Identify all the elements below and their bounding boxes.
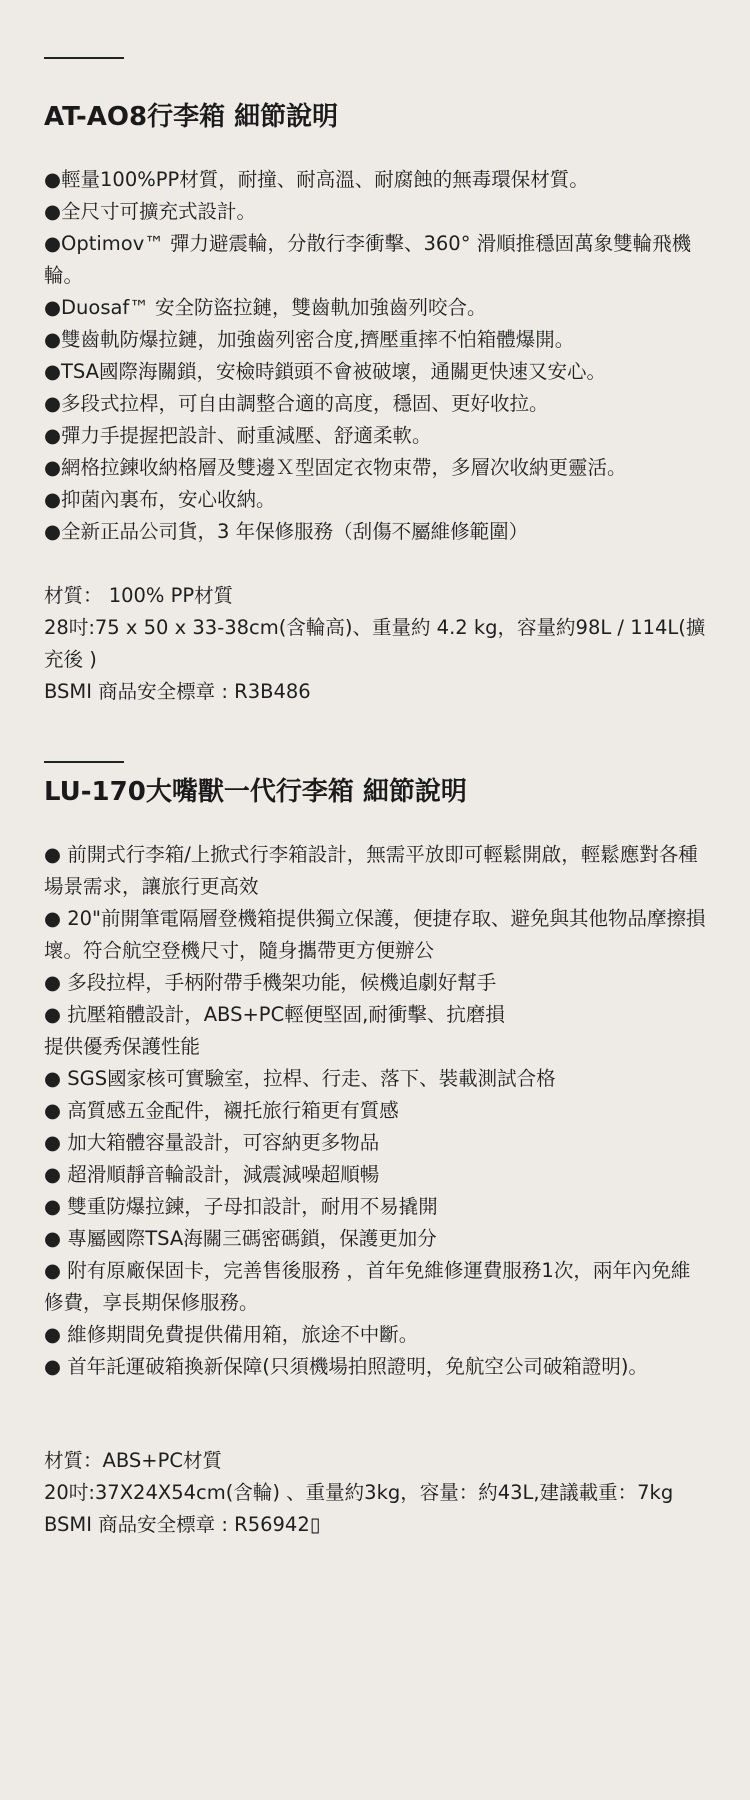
feature-item: ●雙齒軌防爆拉鏈，加強齒列密合度,擠壓重摔不怕箱體爆開。 [44, 328, 575, 351]
section-title: LU-170大嘴獸一代行李箱 細節說明 [44, 777, 467, 807]
feature-item: ●抑菌內裏布，安心收納。 [44, 488, 276, 511]
product-details-page [0, 57, 750, 1800]
section-divider [44, 761, 124, 763]
feature-item: ● 附有原廠保固卡，完善售後服務 ，首年免維修運費服務1次，兩年內免維修費，享長期保修服務。 [44, 1259, 691, 1314]
feature-item: ● 多段拉桿，手柄附帶手機架功能，候機追劇好幫手 [44, 971, 497, 994]
feature-item: ●網格拉鍊收納格層及雙邊Ｘ型固定衣物束帶，多層次收納更靈活。 [44, 456, 627, 479]
feature-list [44, 164, 706, 548]
feature-list [44, 839, 706, 1383]
feature-item: ● 首年託運破箱換新保障(只須機場拍照證明，免航空公司破箱證明)。 [44, 1355, 648, 1378]
feature-item: ● 高質感五金配件，襯托旅行箱更有質感 [44, 1099, 399, 1122]
spec-block [44, 1445, 706, 1541]
section-title: AT-AO8行李箱 細節說明 [44, 102, 339, 132]
spec-bsmi: BSMI 商品安全標章 : R3B486 [44, 680, 311, 703]
spec-bsmi: BSMI 商品安全標章 : R56942▯ [44, 1513, 321, 1536]
feature-item: ●多段式拉桿，可自由調整合適的高度，穩固、更好收拉。 [44, 392, 549, 415]
feature-item: ●彈力手提握把設計、耐重減壓、舒適柔軟。 [44, 424, 432, 447]
feature-item: ●全新正品公司貨，3 年保修服務（刮傷不屬維修範圍） [44, 520, 529, 543]
feature-item: ● 專屬國際TSA海關三碼密碼鎖，保護更加分 [44, 1227, 437, 1250]
feature-item: ●全尺寸可擴充式設計。 [44, 200, 257, 223]
feature-item: ●Optimov™ 彈力避震輪，分散行李衝擊、360° 滑順推穩固萬象雙輪飛機輪。 [44, 232, 692, 287]
spec-material: 材質： 100% PP材質 [44, 584, 234, 607]
feature-item: ●TSA國際海關鎖，安檢時鎖頭不會被破壞，通關更快速又安心。 [44, 360, 607, 383]
feature-item: ● 抗壓箱體設計，ABS+PC輕便堅固,耐衝擊、抗磨損 提供優秀保護性能 [44, 1003, 505, 1058]
section-divider [44, 57, 124, 59]
spec-size-weight: 20吋:37X24X54cm(含輪) 、重量約3kg，容量：約43L,建議載重：7kg [44, 1481, 674, 1504]
feature-item: ● 前開式行李箱/上掀式行李箱設計，無需平放即可輕鬆開啟，輕鬆應對各種場景需求，讓旅行更高效 [44, 843, 698, 898]
feature-item: ●Duosaf™ 安全防盜拉鏈，雙齒軌加強齒列咬合。 [44, 296, 487, 319]
feature-item: ●輕量100%PP材質，耐撞、耐高溫、耐腐蝕的無毒環保材質。 [44, 168, 589, 191]
feature-item: ● 20"前開筆電隔層登機箱提供獨立保護，便捷存取、避免與其他物品摩擦損壞。符合航空登機尺寸，隨身攜帶更方便辦公 [44, 907, 706, 962]
spec-material: 材質：ABS+PC材質 [44, 1449, 222, 1472]
feature-item: ● SGS國家核可實驗室，拉桿、行走、落下、裝載測試合格 [44, 1067, 556, 1090]
spec-block [44, 580, 706, 708]
feature-item: ● 超滑順靜音輪設計，減震減噪超順暢 [44, 1163, 380, 1186]
feature-item: ● 加大箱體容量設計，可容納更多物品 [44, 1131, 380, 1154]
feature-item: ● 雙重防爆拉鍊，子母扣設計，耐用不易撬開 [44, 1195, 438, 1218]
feature-item: ● 維修期間免費提供備用箱，旅途不中斷。 [44, 1323, 419, 1346]
spec-size-weight: 28吋:75 x 50 x 33-38cm(含輪高)、重量約 4.2 kg，容量約98L / 114L(擴充後 ) [44, 616, 706, 671]
